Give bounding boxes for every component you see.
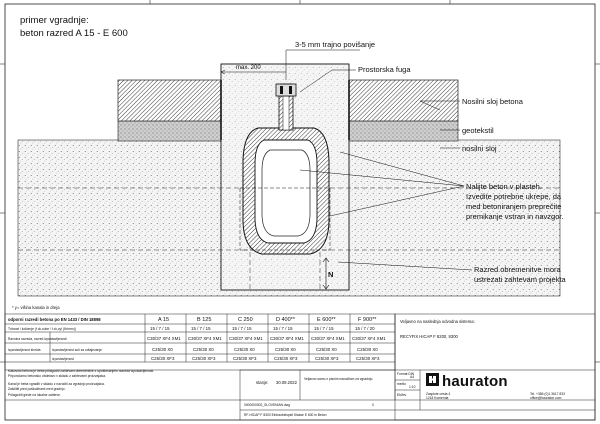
svg-text:C25/30 X0: C25/30 X0	[152, 347, 173, 352]
load-layer-note: Nosilni sloj betona	[462, 97, 523, 106]
format-value: A4	[410, 375, 415, 379]
svg-text:C30/37 XF4 XM1: C30/37 XF4 XM1	[270, 336, 304, 341]
svg-text:C25/30 XF3: C25/30 XF3	[315, 356, 339, 361]
svg-text:15 / 7 / 15: 15 / 7 / 15	[191, 326, 211, 331]
table-row	[150, 326, 375, 331]
col-head-e600: E 600**	[317, 317, 336, 323]
company-address-1: Zasplote cesta 4	[426, 392, 451, 396]
svg-text:C25/30 X0: C25/30 X0	[316, 347, 337, 352]
sheet-number: 0	[372, 403, 374, 407]
drawing-title-line2: beton razred A 15 - E 600	[20, 28, 128, 39]
format-label: Format DIN	[397, 372, 415, 376]
joint-note: Prostorska fuga	[358, 65, 411, 74]
cross-section	[18, 50, 560, 296]
svg-text:15 / 7 / 20: 15 / 7 / 20	[355, 326, 375, 331]
col-head-b125: B 125	[197, 317, 212, 323]
company-contact-2: office@hauraton.com	[530, 396, 562, 400]
footnote: * y= višina kanala in dreja	[12, 305, 60, 310]
note-label: Veljavno na naslednja odvodna sistema:	[400, 319, 475, 324]
svg-text:15 / 7 / 15: 15 / 7 / 15	[273, 326, 293, 331]
concrete-note-3: med betoniranjem preprečite	[466, 202, 562, 211]
svg-text:15 / 7 / 15: 15 / 7 / 15	[150, 326, 170, 331]
svg-text:C25/30 X0: C25/30 X0	[275, 347, 296, 352]
system-name: RECYFIX HICAP F 8200, 8300	[400, 334, 458, 339]
scale-value: 1:10	[409, 385, 416, 389]
concrete-note-2: Izvedite potrebne ukrepe, da	[466, 192, 562, 201]
table-notes	[8, 369, 154, 397]
drawing-description: RF-HICAP F 8300 Einbaubeispiel Klasse E 600 in Beton	[244, 413, 327, 417]
load-class-note-2: ustrezati zahtevam projekta	[474, 275, 566, 284]
svg-text:C25/30 X0: C25/30 X0	[193, 347, 214, 352]
company-contact-1: Tel. +386 (0)1 3617 833	[530, 392, 565, 396]
svg-text:C30/37 XF4 XM1: C30/37 XF4 XM1	[229, 336, 263, 341]
channel-pipe	[262, 150, 310, 236]
date-value: 30.09.2022	[276, 380, 297, 385]
svg-text:Zaščititi pred poškodbami med: Zaščititi pred poškodbami med gradnjo.	[8, 387, 66, 391]
svg-text:C25/30 XF3: C25/30 XF3	[233, 356, 257, 361]
svg-text:hauraton: hauraton	[442, 373, 508, 390]
base-layer-note: nosilni sloj	[462, 144, 497, 153]
svg-text:C25/30 X0: C25/30 X0	[357, 347, 378, 352]
hauraton-logo	[426, 373, 508, 390]
row-label-2: Ravnina razreda, razred izpostavljenosti	[8, 337, 67, 341]
row-label-5: Izpostavljenost	[52, 357, 74, 361]
svg-text:C30/37 XF4 XM1: C30/37 XF4 XM1	[147, 336, 181, 341]
row-label-3: Izpostavljenost klorida	[8, 348, 41, 352]
width-dimension: max. 200	[236, 65, 261, 71]
col-head-c250: C 250	[238, 317, 253, 323]
svg-text:C25/30 X0: C25/30 X0	[234, 347, 255, 352]
svg-text:15 / 7 / 15: 15 / 7 / 15	[232, 326, 252, 331]
svg-text:Kakovost betona je treba prila: Kakovost betona je treba prilagoditi zahtevam obremenitve z upoštevanjem razreda izpostavljenosti.	[8, 369, 155, 373]
file-name: 0000000002_SLOVENIAN.dwg	[244, 403, 291, 407]
row-label-1: Trdnost / luščenje (f ck,cube / f ck,cyl (N/mm²))	[8, 327, 77, 331]
company-address-2: 1218 Komenda	[426, 396, 449, 400]
drawing-title-line1: primer vgradnje:	[20, 15, 89, 26]
concrete-note-4: premikanje vstran in navzgor.	[466, 212, 564, 221]
svg-text:C30/37 XF4 XM1: C30/37 XF4 XM1	[311, 336, 345, 341]
col-head-f900: F 900**	[358, 317, 377, 323]
load-class-note-1: Razred obremenitve mora	[474, 265, 561, 274]
geotextile-note: geotekstil	[462, 126, 494, 135]
table-row	[151, 356, 380, 361]
svg-text:C30/37 XF4 XM1: C30/37 XF4 XM1	[352, 336, 386, 341]
scale-label: merilo	[397, 382, 406, 386]
svg-text:C30/37 XF4 XM1: C30/37 XF4 XM1	[188, 336, 222, 341]
svg-text:C25/30 XF3: C25/30 XF3	[151, 356, 175, 361]
svg-text:Kanal je treba vgraditi v skla: Kanal je treba vgraditi v skladu z navodili za vgradnjo proizvajalca.	[8, 382, 105, 386]
title-block	[5, 314, 595, 420]
svg-text:C25/30 XF3: C25/30 XF3	[356, 356, 380, 361]
channel-grate	[276, 84, 296, 96]
svg-text:Prilagoditi glede na lokalne z: Prilagoditi glede na lokalne zahteve.	[8, 393, 61, 397]
date-label: stanje:	[256, 380, 269, 385]
raise-note: 3-5 mm trajno povišanje	[295, 40, 376, 49]
concrete-note-1: Nalijte beton v plasteh.	[466, 182, 542, 191]
table-row	[147, 336, 386, 341]
svg-text:C25/30 XF3: C25/30 XF3	[192, 356, 216, 361]
validity-note: Veljavno samo z pisnim navodilom za vgradnjo.	[304, 377, 374, 381]
col-head-a15: A 15	[158, 317, 170, 323]
svg-text:C25/30 XF3: C25/30 XF3	[274, 356, 298, 361]
svg-text:Priporočamo betonsko obdelavo: Priporočamo betonsko obdelavo v skladu z zahtevami proizvajalca.	[8, 374, 107, 378]
height-symbol: N	[328, 270, 334, 279]
svg-text:15 / 7 / 15: 15 / 7 / 15	[314, 326, 334, 331]
sheet-label: Ebl/bv	[397, 393, 407, 397]
row-label-0: odporni razredi betona po EN 1433 / DIN 18898	[8, 317, 101, 322]
row-label-4: Izpostavljenost soli za odtajevanje	[52, 348, 102, 352]
col-head-d400: D 400**	[276, 317, 295, 323]
